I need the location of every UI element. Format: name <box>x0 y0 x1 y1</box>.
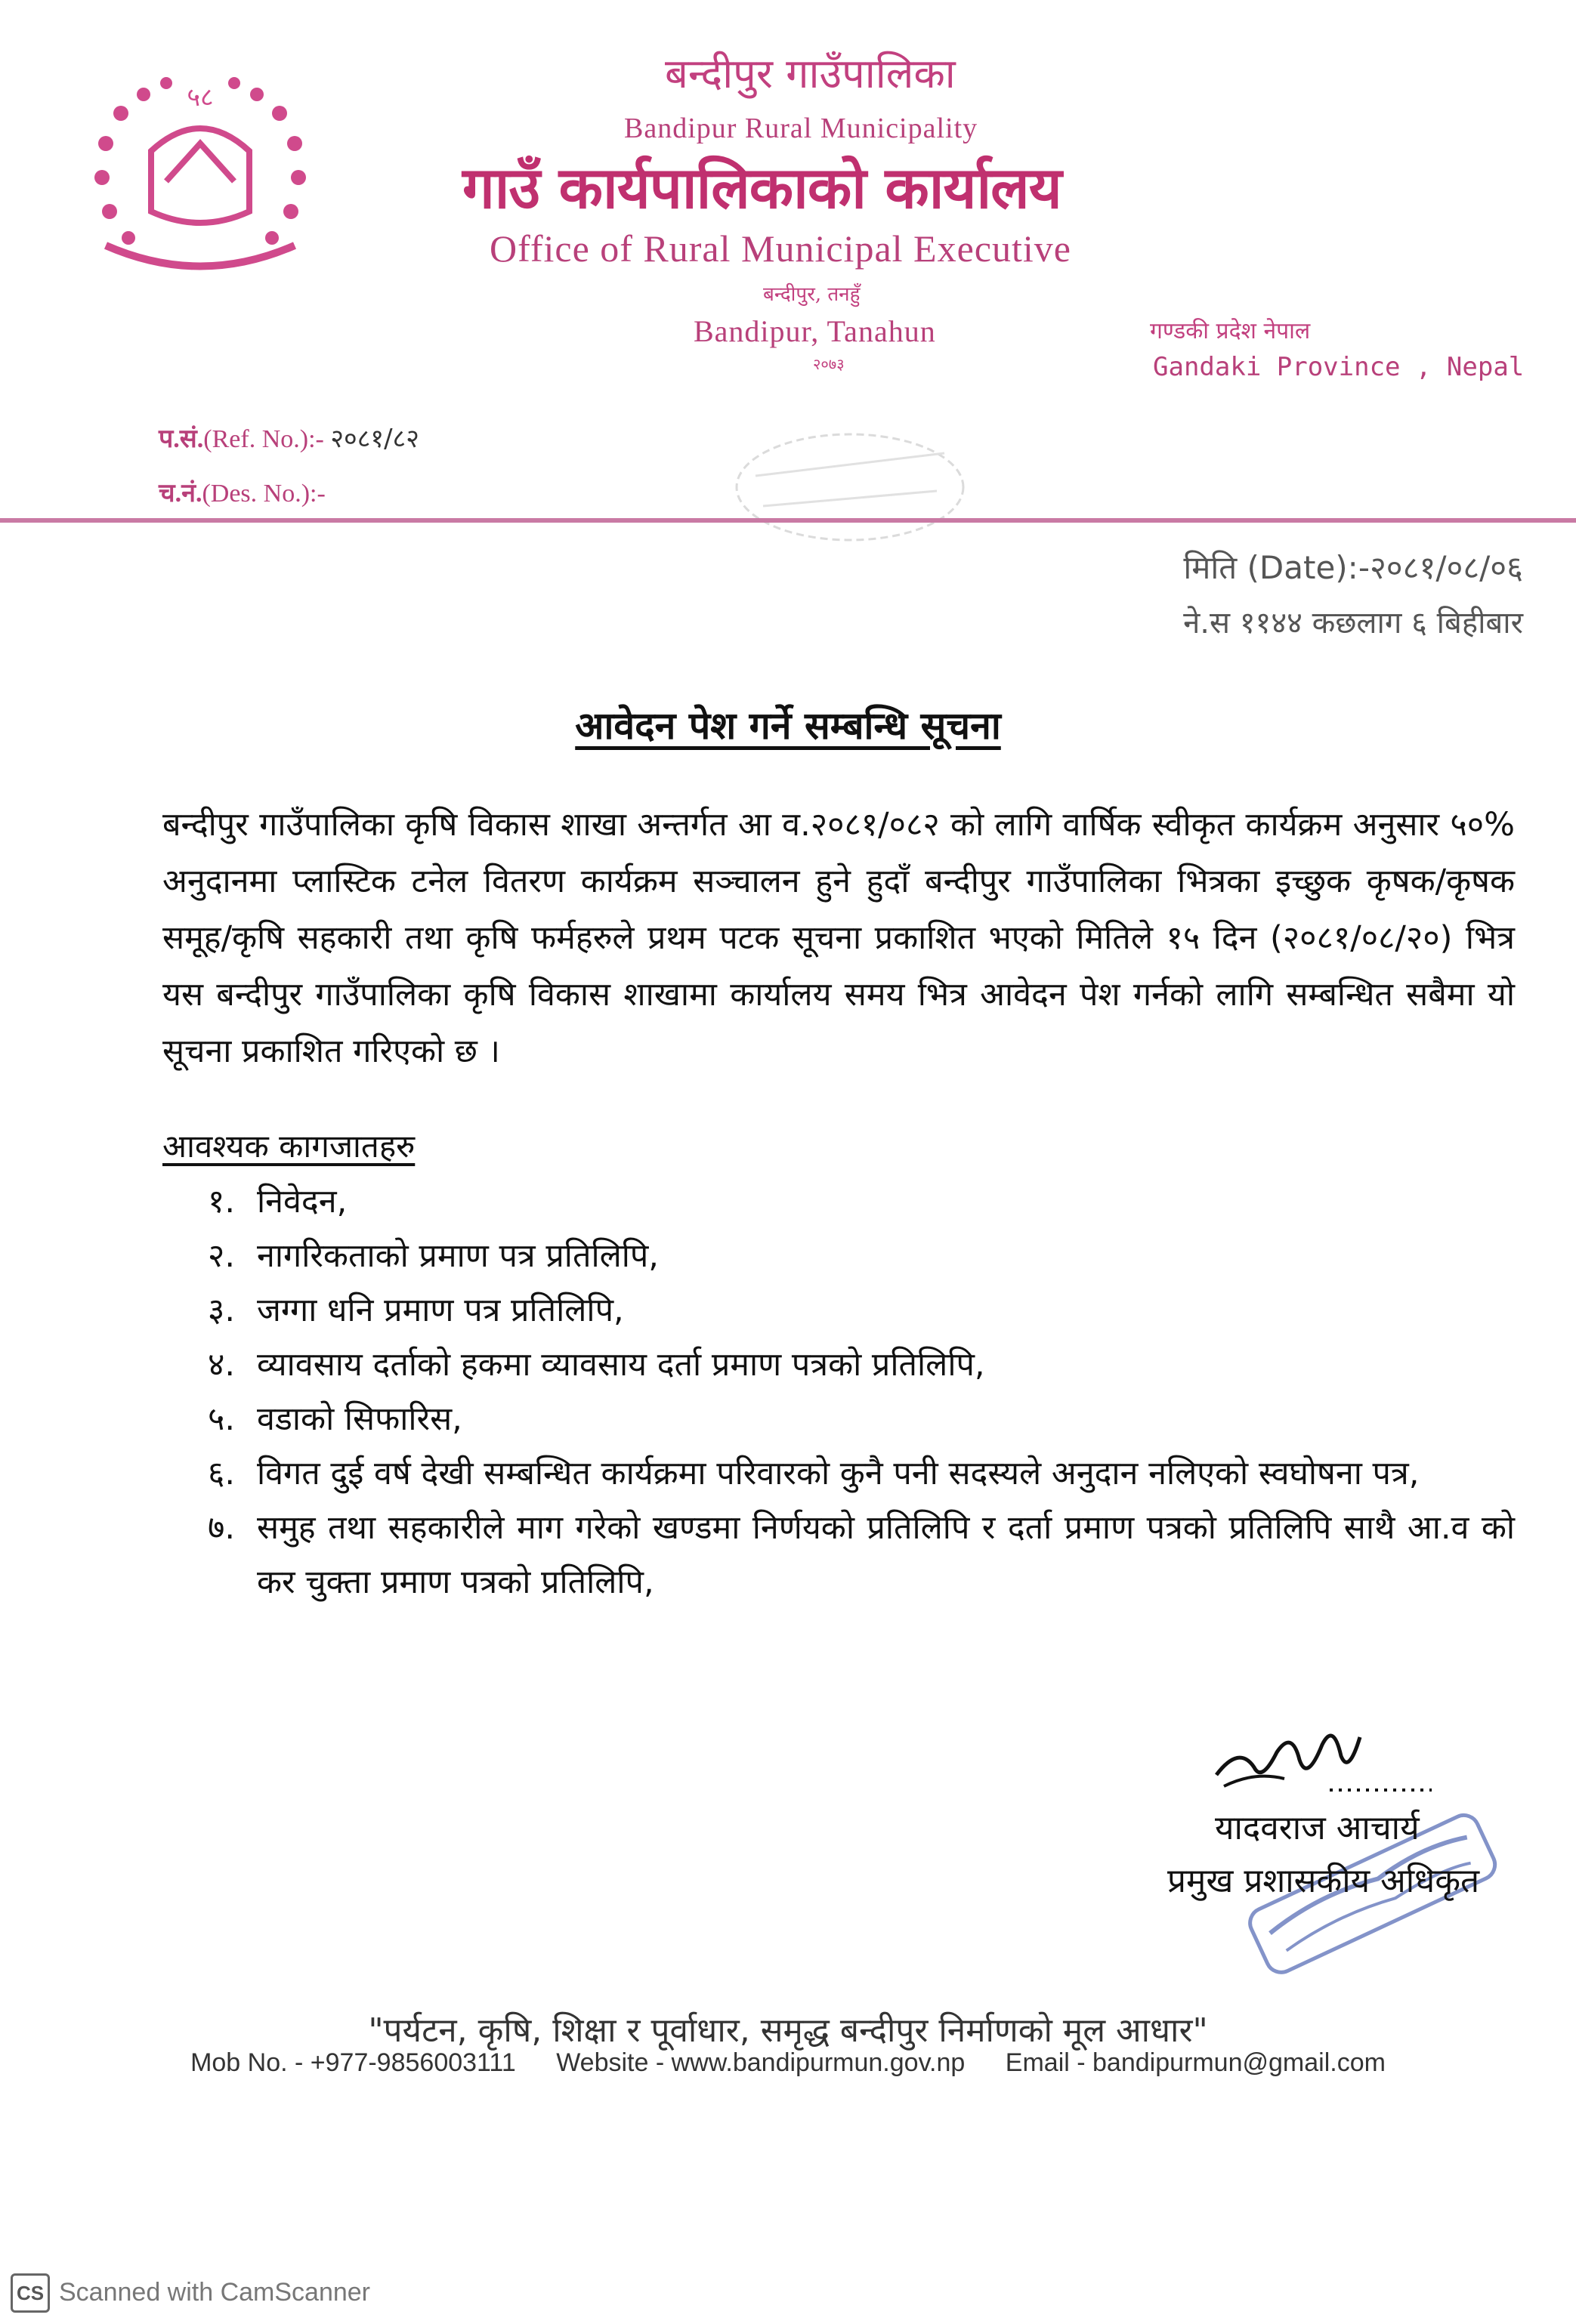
documents-heading: आवश्यक कागजातहरु <box>162 1128 416 1165</box>
list-item-text: समुह तथा सहकारीले माग गरेको खण्डमा निर्णयको प्रतिलिपि र दर्ता प्रमाण पत्रको प्रतिलिपि साथै आ.व को कर चुक्ता प्रमाण पत्रको प्रतिलिपि, <box>257 1509 1515 1601</box>
header-office-en: Office of Rural Municipal Executive <box>490 227 1071 270</box>
date-line: मिति (Date):-२०८१/०८/०६ <box>1183 549 1523 586</box>
des-number <box>159 474 326 509</box>
documents-list <box>208 1174 1515 1610</box>
svg-text:५८: ५८ <box>187 82 214 113</box>
list-item <box>208 1501 1515 1610</box>
municipality-logo-icon <box>76 60 325 279</box>
list-item <box>208 1446 1515 1501</box>
footer-mobile: Mob No. - +977-9856003111 <box>190 2048 516 2077</box>
ref-label-en: (Ref. No.):- <box>203 425 324 453</box>
signatory-post: प्रमुख प्रशासकीय अधिकृत <box>1167 1862 1480 1900</box>
list-item-number: ४. <box>208 1346 236 1384</box>
header-divider <box>0 518 1576 523</box>
footer-website[interactable]: Website - www.bandipurmun.gov.np <box>556 2048 966 2077</box>
signatory-name: यादवराज आचार्य <box>1215 1809 1420 1847</box>
ref-label-np: प.सं. <box>159 425 204 453</box>
des-label-np: च.नं. <box>159 480 202 508</box>
ref-number <box>159 420 419 455</box>
notice-body: बन्दीपुर गाउँपालिका कृषि विकास शाखा अन्तर्गत आ व.२०८१/०८२ को लागि वार्षिक स्वीकृत कार्यक्रम अनुसार ५०% अनुदानमा प्लास्टिक टनेल वितरण कार्यक्रम सञ्चालन हुने हुदाँ बन्दीपुर गाउँपालिका भित्रका इच्छुक कृषक/कृषक समूह/कृषि सहकारी तथा कृषि फर्महरुले प्रथम पटक सूचना प्रकाशित भएको मितिले १५ दिन (२०८१/०८/२०) भित्र यस बन्दीपुर गाउँपालिका कृषि विकास शाखामा कार्यालय समय भित्र आवेदन पेश गर्नको लागि सम्बन्धित सबैमा यो सूचना प्रकाशित गरिएको छ । <box>162 806 1515 1070</box>
list-item-number: २. <box>208 1237 236 1275</box>
list-item <box>208 1338 1515 1392</box>
list-item-number: ५. <box>208 1400 236 1438</box>
header-name-np: बन्दीपुर गाउँपालिका <box>665 50 956 97</box>
header-name-en: Bandipur Rural Municipality <box>624 113 978 144</box>
list-item-number: ३. <box>208 1292 236 1329</box>
notice-title-text: आवेदन पेश गर्ने सम्बन्धि सूचना <box>575 704 1001 748</box>
list-item-number: ७. <box>208 1509 236 1547</box>
camscanner-watermark: Scanned with CamScanner <box>59 2278 371 2307</box>
camscanner-logo-icon: CS <box>11 2273 50 2313</box>
nepal-sambat-date: ने.स ११४४ कछलाग ६ बिहीबार <box>1183 606 1523 640</box>
header-address-np: बन्दीपुर, तनहुँ <box>763 283 861 306</box>
list-item <box>208 1174 1515 1229</box>
faint-stamp-icon <box>725 423 975 551</box>
list-item-number: ६. <box>208 1455 236 1492</box>
list-item-text: जग्गा धनि प्रमाण पत्र प्रतिलिपि, <box>257 1292 624 1329</box>
footer-contact <box>0 2048 1576 2078</box>
header-office-np: गाउँ कार्यपालिकाको कार्यालय <box>462 154 1061 221</box>
header-year: २०७३ <box>813 355 845 373</box>
list-item <box>208 1392 1515 1446</box>
list-item <box>208 1229 1515 1283</box>
list-item-text: विगत दुई वर्ष देखी सम्बन्धित कार्यक्रमा परिवारको कुनै पनी सदस्यले अनुदान नलिएको स्वघोषना पत्र, <box>257 1455 1420 1492</box>
list-item <box>208 1283 1515 1338</box>
list-item-text: नागरिकताको प्रमाण पत्र प्रतिलिपि, <box>257 1237 659 1275</box>
footer-email[interactable]: Email - bandipurmun@gmail.com <box>1005 2048 1386 2077</box>
header-province-np: गण्डकी प्रदेश नेपाल <box>1150 318 1311 344</box>
ref-value: २०८१/८२ <box>330 424 419 454</box>
header-province-en: Gandaki Province , Nepal <box>1153 352 1525 382</box>
des-label-en: (Des. No.):- <box>202 480 326 508</box>
list-item-text: व्यावसाय दर्ताको हकमा व्यावसाय दर्ता प्रमाण पत्रको प्रतिलिपि, <box>257 1346 985 1384</box>
list-item-text: वडाको सिफारिस, <box>257 1400 462 1438</box>
list-item-text: निवेदन, <box>257 1183 348 1221</box>
header-address-en: Bandipur, Tanahun <box>694 314 936 348</box>
footer-motto: "पर्यटन, कृषि, शिक्षा र पूर्वाधार, समृद्ध बन्दीपुर निर्माणको मूल आधार" <box>368 2011 1208 2050</box>
notice-title <box>0 699 1576 750</box>
list-item-number: १. <box>208 1183 236 1221</box>
